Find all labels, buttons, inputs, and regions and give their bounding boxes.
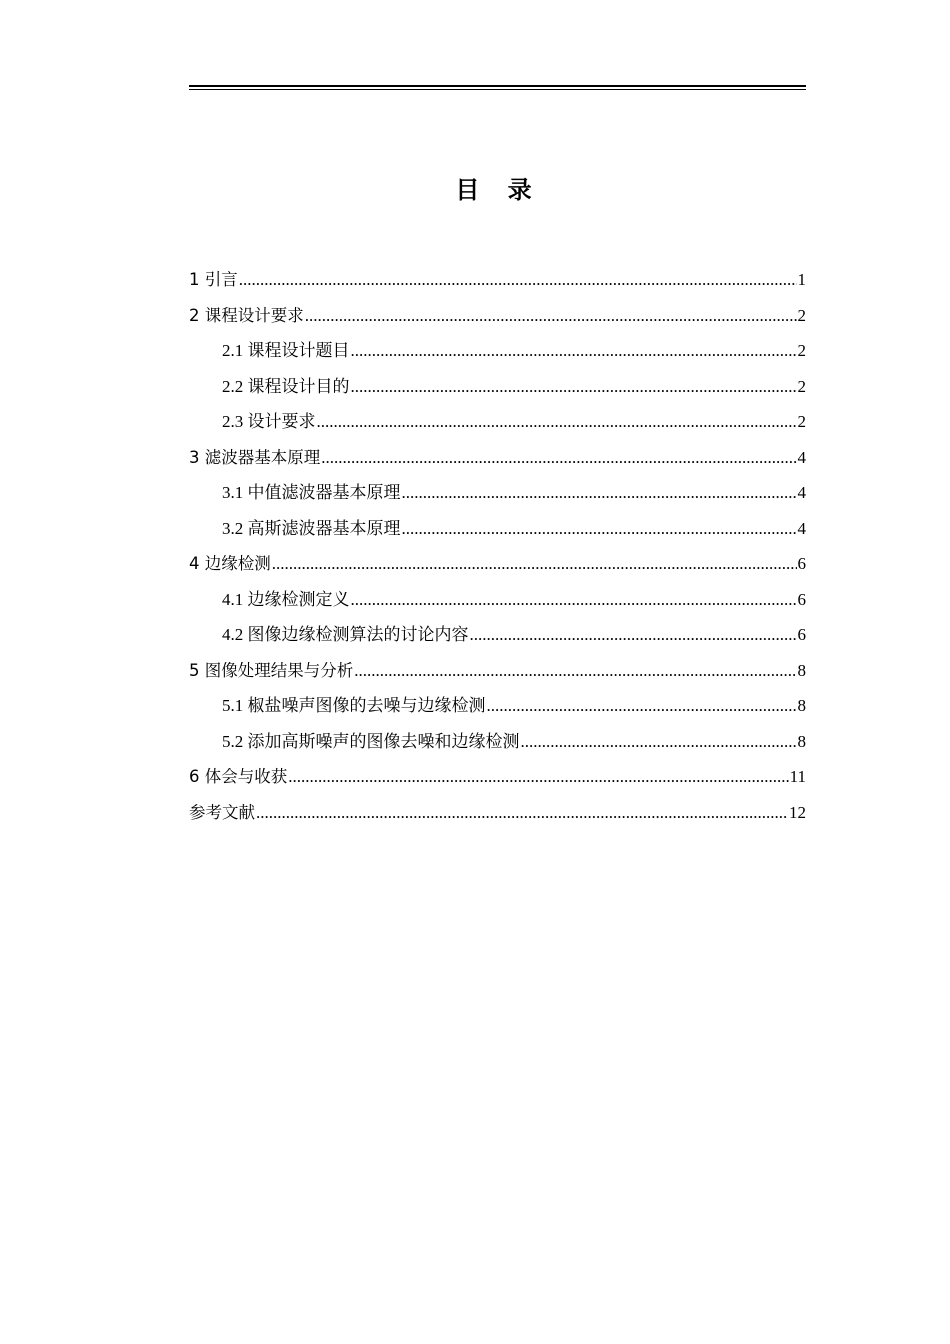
toc-entry-page: 8 (797, 660, 806, 680)
toc-entry-label: 5.2 添加高斯噪声的图像去噪和边缘检测 (222, 731, 520, 751)
toc-entry-page: 4 (797, 518, 806, 538)
dot-leader (288, 759, 788, 795)
dot-leader (272, 546, 797, 582)
toc-entry-label: 4 边缘检测 (189, 554, 271, 573)
toc-entry-page: 8 (797, 731, 806, 751)
dot-leader (321, 440, 796, 476)
header-rule-thin (189, 89, 806, 90)
toc-entry-label: 5.1 椒盐噪声图像的去噪与边缘检测 (222, 696, 486, 715)
toc-entry-4[interactable] (189, 546, 806, 582)
dot-leader (521, 724, 797, 760)
dot-leader (351, 369, 797, 405)
dot-leader (354, 653, 796, 689)
dot-leader (256, 795, 788, 831)
table-of-contents (189, 262, 806, 830)
dot-leader (402, 511, 797, 547)
dot-leader (239, 262, 797, 298)
dot-leader (470, 617, 797, 653)
toc-entry-label: 5 图像处理结果与分析 (189, 660, 354, 680)
toc-entry-page: 6 (797, 554, 806, 573)
toc-entry-page: 2 (797, 341, 806, 360)
toc-entry-page: 6 (797, 589, 806, 609)
toc-entry-page: 8 (797, 696, 806, 715)
toc-entry-page: 4 (797, 447, 806, 467)
toc-entry-6[interactable] (189, 759, 806, 795)
dot-leader (351, 582, 797, 618)
toc-entry-5-2[interactable] (189, 724, 806, 760)
toc-entry-3-2[interactable] (189, 511, 806, 547)
toc-entry-page: 2 (797, 376, 806, 396)
toc-entry-2-2[interactable] (189, 369, 806, 405)
toc-entry-page: 2 (797, 305, 806, 325)
toc-entry-page: 1 (797, 270, 806, 289)
toc-entry-references[interactable] (189, 795, 806, 831)
toc-entry-3[interactable] (189, 440, 806, 476)
toc-entry-label: 2.1 课程设计题目 (222, 341, 350, 360)
dot-leader (305, 298, 797, 334)
toc-entry-2-1[interactable] (189, 333, 806, 369)
toc-entry-label: 4.1 边缘检测定义 (222, 589, 350, 609)
toc-entry-page: 11 (789, 767, 806, 786)
dot-leader (351, 333, 797, 369)
toc-entry-label: 6 体会与收获 (189, 767, 288, 786)
toc-entry-page: 4 (797, 483, 806, 502)
toc-entry-label: 2 课程设计要求 (189, 305, 304, 325)
header-rule-thick (189, 85, 806, 87)
toc-entry-1[interactable] (189, 262, 806, 298)
toc-entry-page: 2 (797, 412, 806, 431)
toc-entry-label: 3 滤波器基本原理 (189, 447, 321, 467)
toc-entry-5-1[interactable] (189, 688, 806, 724)
dot-leader (317, 404, 797, 440)
toc-entry-label: 4.2 图像边缘检测算法的讨论内容 (222, 625, 469, 644)
toc-entry-5[interactable] (189, 653, 806, 689)
toc-entry-label: 2.2 课程设计目的 (222, 376, 350, 396)
toc-entry-3-1[interactable] (189, 475, 806, 511)
toc-entry-4-1[interactable] (189, 582, 806, 618)
toc-entry-label: 参考文献 (189, 802, 255, 822)
toc-entry-label: 1 引言 (189, 270, 238, 289)
page-title: 目 录 (455, 176, 542, 204)
toc-entry-4-2[interactable] (189, 617, 806, 653)
toc-entry-label: 3.2 高斯滤波器基本原理 (222, 518, 401, 538)
toc-entry-label: 3.1 中值滤波器基本原理 (222, 483, 401, 502)
toc-entry-2[interactable] (189, 298, 806, 334)
toc-entry-page: 6 (797, 625, 806, 644)
toc-entry-2-3[interactable] (189, 404, 806, 440)
toc-entry-page: 12 (789, 802, 806, 822)
dot-leader (402, 475, 797, 511)
toc-entry-label: 2.3 设计要求 (222, 412, 316, 431)
dot-leader (487, 688, 797, 724)
